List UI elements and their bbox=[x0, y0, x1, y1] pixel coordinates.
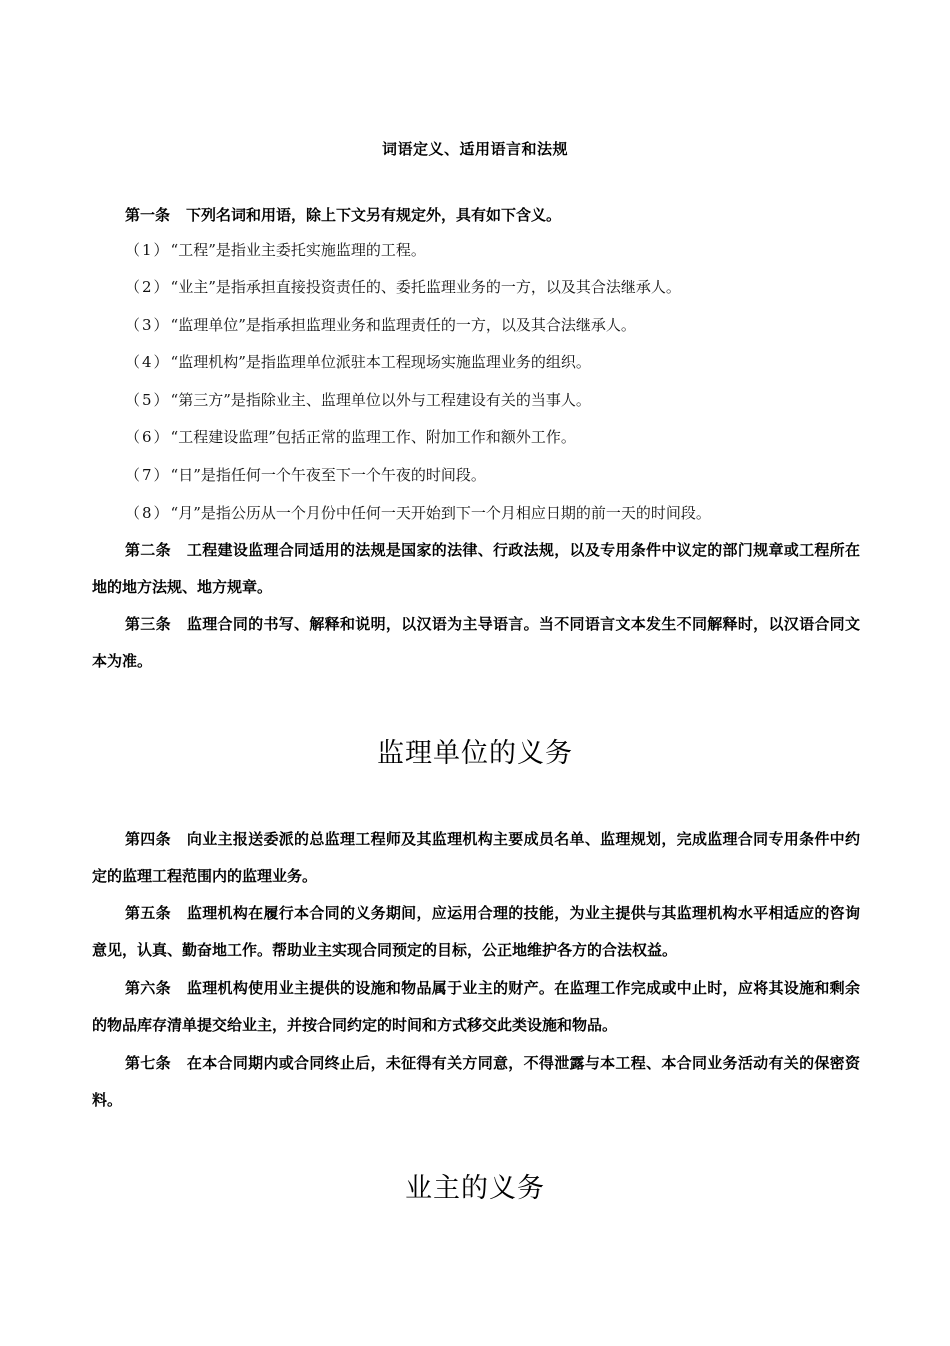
owner-duties-title: 业主的义务 bbox=[405, 1173, 545, 1204]
definition-item-5 bbox=[125, 390, 865, 410]
article-4-label: 第四条 bbox=[125, 830, 171, 848]
definition-item-text: “监理单位”是指承担监理业务和监理责任的一方，以及其合法继承人。 bbox=[170, 316, 636, 334]
definition-item-text: “监理机构”是指监理单位派驻本工程现场实施监理业务的组织。 bbox=[170, 353, 591, 371]
article-3-text: 监理合同的书写、解释和说明，以汉语为主导语言。当不同语言文本发生不同解释时，以汉语合同文本为准。 bbox=[92, 615, 860, 670]
article-6 bbox=[92, 970, 860, 1044]
article-3-label: 第三条 bbox=[125, 615, 171, 633]
definition-item-number: （7） bbox=[125, 466, 171, 484]
definition-item-number: （2） bbox=[125, 278, 171, 296]
article-1 bbox=[92, 197, 860, 234]
definition-item-text: “第三方”是指除业主、监理单位以外与工程建设有关的当事人。 bbox=[170, 391, 591, 409]
definition-item-7 bbox=[125, 465, 865, 485]
article-2-label: 第二条 bbox=[125, 541, 171, 559]
article-5 bbox=[92, 895, 860, 969]
article-7-label: 第七条 bbox=[125, 1054, 171, 1072]
article-1-label: 第一条 bbox=[125, 206, 171, 224]
definition-item-4 bbox=[125, 352, 865, 372]
article-2-text: 工程建设监理合同适用的法规是国家的法律、行政法规，以及专用条件中议定的部门规章或工程所在地的地方法规、地方规章。 bbox=[92, 541, 860, 596]
definition-item-number: （5） bbox=[125, 391, 171, 409]
article-6-text: 监理机构使用业主提供的设施和物品属于业主的财产。在监理工作完成或中止时，应将其设施和剩余的物品库存清单提交给业主，并按合同约定的时间和方式移交此类设施和物品。 bbox=[92, 979, 860, 1034]
definition-item-number: （4） bbox=[125, 353, 171, 371]
definition-item-number: （3） bbox=[125, 316, 171, 334]
definition-item-text: “工程建设监理”包括正常的监理工作、附加工作和额外工作。 bbox=[170, 428, 576, 446]
definition-item-1 bbox=[125, 240, 865, 260]
definition-item-text: “业主”是指承担直接投资责任的、委托监理业务的一方，以及其合法继承人。 bbox=[170, 278, 681, 296]
article-3 bbox=[92, 606, 860, 680]
definition-item-6 bbox=[125, 427, 865, 447]
supervisor-duties-title: 监理单位的义务 bbox=[377, 738, 573, 769]
article-4-text: 向业主报送委派的总监理工程师及其监理机构主要成员名单、监理规划，完成监理合同专用条件中约定的监理工程范围内的监理业务。 bbox=[92, 830, 860, 885]
article-4 bbox=[92, 821, 860, 895]
definition-item-number: （6） bbox=[125, 428, 171, 446]
definition-item-number: （1） bbox=[125, 241, 171, 259]
article-5-label: 第五条 bbox=[125, 904, 171, 922]
definition-item-3 bbox=[125, 315, 865, 335]
article-2 bbox=[92, 532, 860, 606]
definition-item-2 bbox=[125, 277, 865, 297]
definition-item-8 bbox=[125, 503, 865, 523]
article-7-text: 在本合同期内或合同终止后，未征得有关方同意，不得泄露与本工程、本合同业务活动有关的保密资料。 bbox=[92, 1054, 860, 1109]
article-6-label: 第六条 bbox=[125, 979, 171, 997]
definition-item-text: “日”是指任何一个午夜至下一个午夜的时间段。 bbox=[170, 466, 486, 484]
definitions-title: 词语定义、适用语言和法规 bbox=[381, 140, 568, 158]
definition-item-number: （8） bbox=[125, 504, 171, 522]
article-1-text: 下列名词和用语，除上下文另有规定外，具有如下含义。 bbox=[186, 206, 562, 224]
definition-item-text: “月”是指公历从一个月份中任何一天开始到下一个月相应日期的前一天的时间段。 bbox=[170, 504, 711, 522]
article-7 bbox=[92, 1045, 860, 1119]
article-5-text: 监理机构在履行本合同的义务期间，应运用合理的技能，为业主提供与其监理机构水平相适应的咨询意见，认真、勤奋地工作。帮助业主实现合同预定的目标，公正地维护各方的合法权益。 bbox=[92, 904, 860, 959]
definition-item-text: “工程”是指业主委托实施监理的工程。 bbox=[170, 241, 426, 259]
